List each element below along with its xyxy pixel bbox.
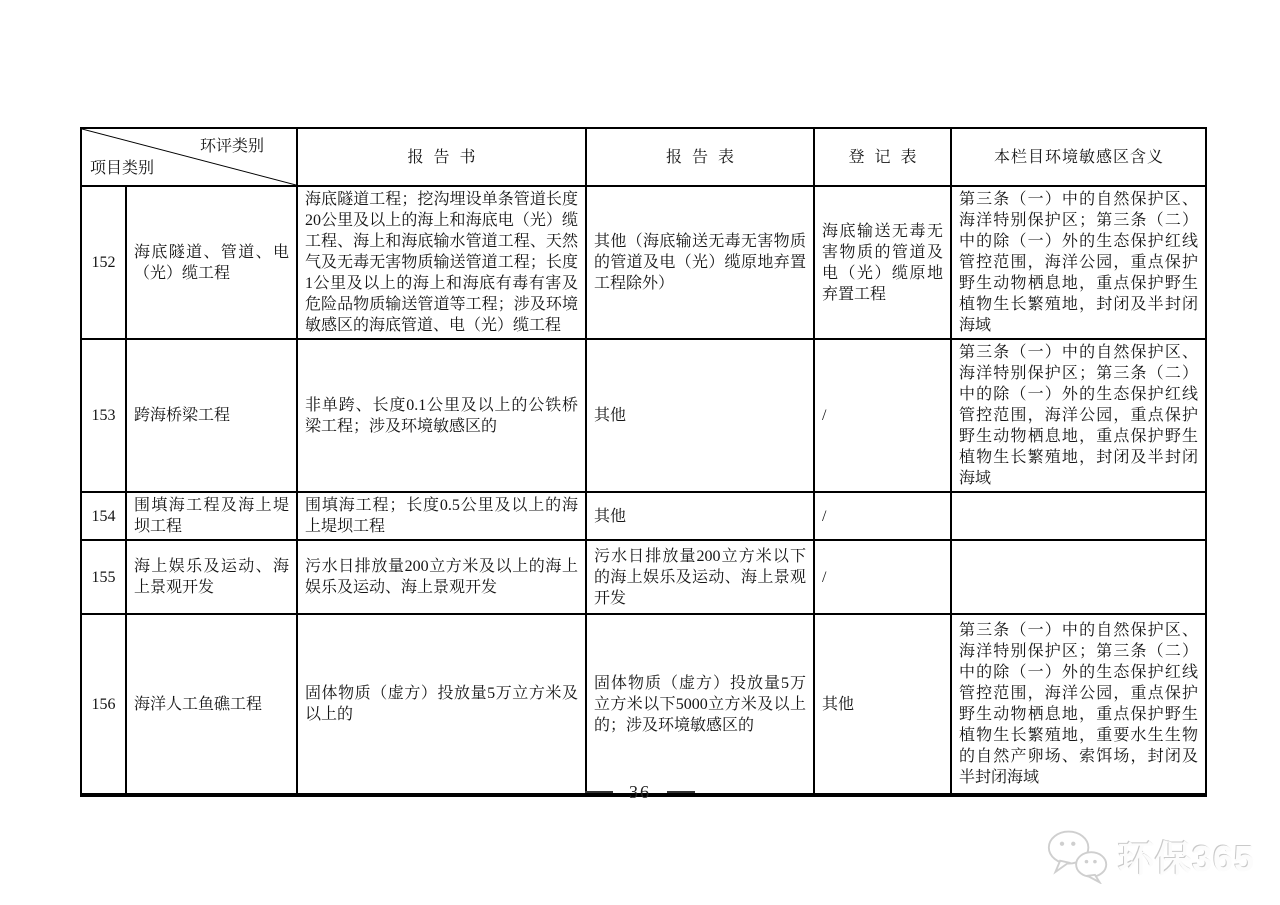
project-category-cell: 海底隧道、管道、电（光）缆工程 [126,186,297,339]
registration-form-cell: 其他 [814,614,951,795]
registration-form-cell: / [814,492,951,540]
sensitive-meaning-cell [951,492,1206,540]
sensitive-meaning-cell [951,540,1206,614]
registration-form-cell: 海底输送无毒无害物质的管道及电（光）缆原地弃置工程 [814,186,951,339]
header-eia-category: 环评类别 [199,138,264,155]
table-row [81,540,1206,614]
watermark [1046,828,1255,884]
header-report-book: 报告书 [297,128,586,186]
report-book-cell: 非单跨、长度0.1公里及以上的公铁桥梁工程；涉及环境敏感区的 [297,339,586,492]
page-dash-left [585,791,613,793]
row-number: 152 [81,186,126,339]
sensitive-meaning-cell: 第三条（一）中的自然保护区、海洋特别保护区；第三条（二）中的除（一）外的生态保护红线管控范围，海洋公园，重点保护野生动物栖息地，重点保护野生植物生长繁殖地，封闭及半封闭海域 [951,339,1206,492]
report-form-cell: 污水日排放量200立方米以下的海上娱乐及运动、海上景观开发 [586,540,814,614]
table-row [81,492,1206,540]
row-number: 154 [81,492,126,540]
report-book-cell: 污水日排放量200立方米及以上的海上娱乐及运动、海上景观开发 [297,540,586,614]
eia-category-table [80,127,1207,797]
header-report-form: 报告表 [586,128,814,186]
watermark-brand-text: 环保365 [1118,837,1256,879]
row-number: 153 [81,339,126,492]
report-form-cell: 其他 [586,339,814,492]
registration-form-cell: / [814,540,951,614]
report-book-cell: 围填海工程；长度0.5公里及以上的海上堤坝工程 [297,492,586,540]
table-header-row [81,128,1206,186]
wechat-icon [1046,828,1110,884]
report-form-cell: 其他（海底输送无毒无害物质的管道及电（光）缆原地弃置工程除外） [586,186,814,339]
page-number: 36 [629,782,651,802]
table-row [81,186,1206,339]
report-book-cell: 固体物质（虚方）投放量5万立方米及以上的 [297,614,586,795]
project-category-cell: 跨海桥梁工程 [126,339,297,492]
table-row [81,614,1206,795]
table-row [81,339,1206,492]
report-book-cell: 海底隧道工程；挖沟埋设单条管道长度20公里及以上的海上和海底电（光）缆工程、海上和海底输水管道工程、天然气及无毒无害物质输送管道工程；长度1公里及以上的海上和海底有毒有害及危险品物质输送管道等工程；涉及环境敏感区的海底管道、电（光）缆工程 [297,186,586,339]
row-number: 155 [81,540,126,614]
report-form-cell: 其他 [586,492,814,540]
project-category-cell: 海洋人工鱼礁工程 [126,614,297,795]
sensitive-meaning-cell: 第三条（一）中的自然保护区、海洋特别保护区；第三条（二）中的除（一）外的生态保护红线管控范围，海洋公园，重点保护野生动物栖息地，重点保护野生植物生长繁殖地，封闭及半封闭海域 [951,186,1206,339]
sensitive-meaning-cell: 第三条（一）中的自然保护区、海洋特别保护区；第三条（二）中的除（一）外的生态保护红线管控范围，海洋公园，重点保护野生动物栖息地，重点保护野生植物生长繁殖地，重要水生生物的自然产卵场、索饵场，封闭及半封闭海域 [951,614,1206,795]
page-footer [0,782,1280,803]
header-sensitive-meaning: 本栏目环境敏感区含义 [951,128,1206,186]
page-dash-right [667,791,695,793]
diagonal-header-cell [81,128,297,186]
project-category-cell: 海上娱乐及运动、海上景观开发 [126,540,297,614]
registration-form-cell: / [814,339,951,492]
project-category-cell: 围填海工程及海上堤坝工程 [126,492,297,540]
header-registration-form: 登记表 [814,128,951,186]
row-number: 156 [81,614,126,795]
header-project-category: 项目类别 [90,160,155,177]
report-form-cell: 固体物质（虚方）投放量5万立方米以下5000立方米及以上的；涉及环境敏感区的 [586,614,814,795]
